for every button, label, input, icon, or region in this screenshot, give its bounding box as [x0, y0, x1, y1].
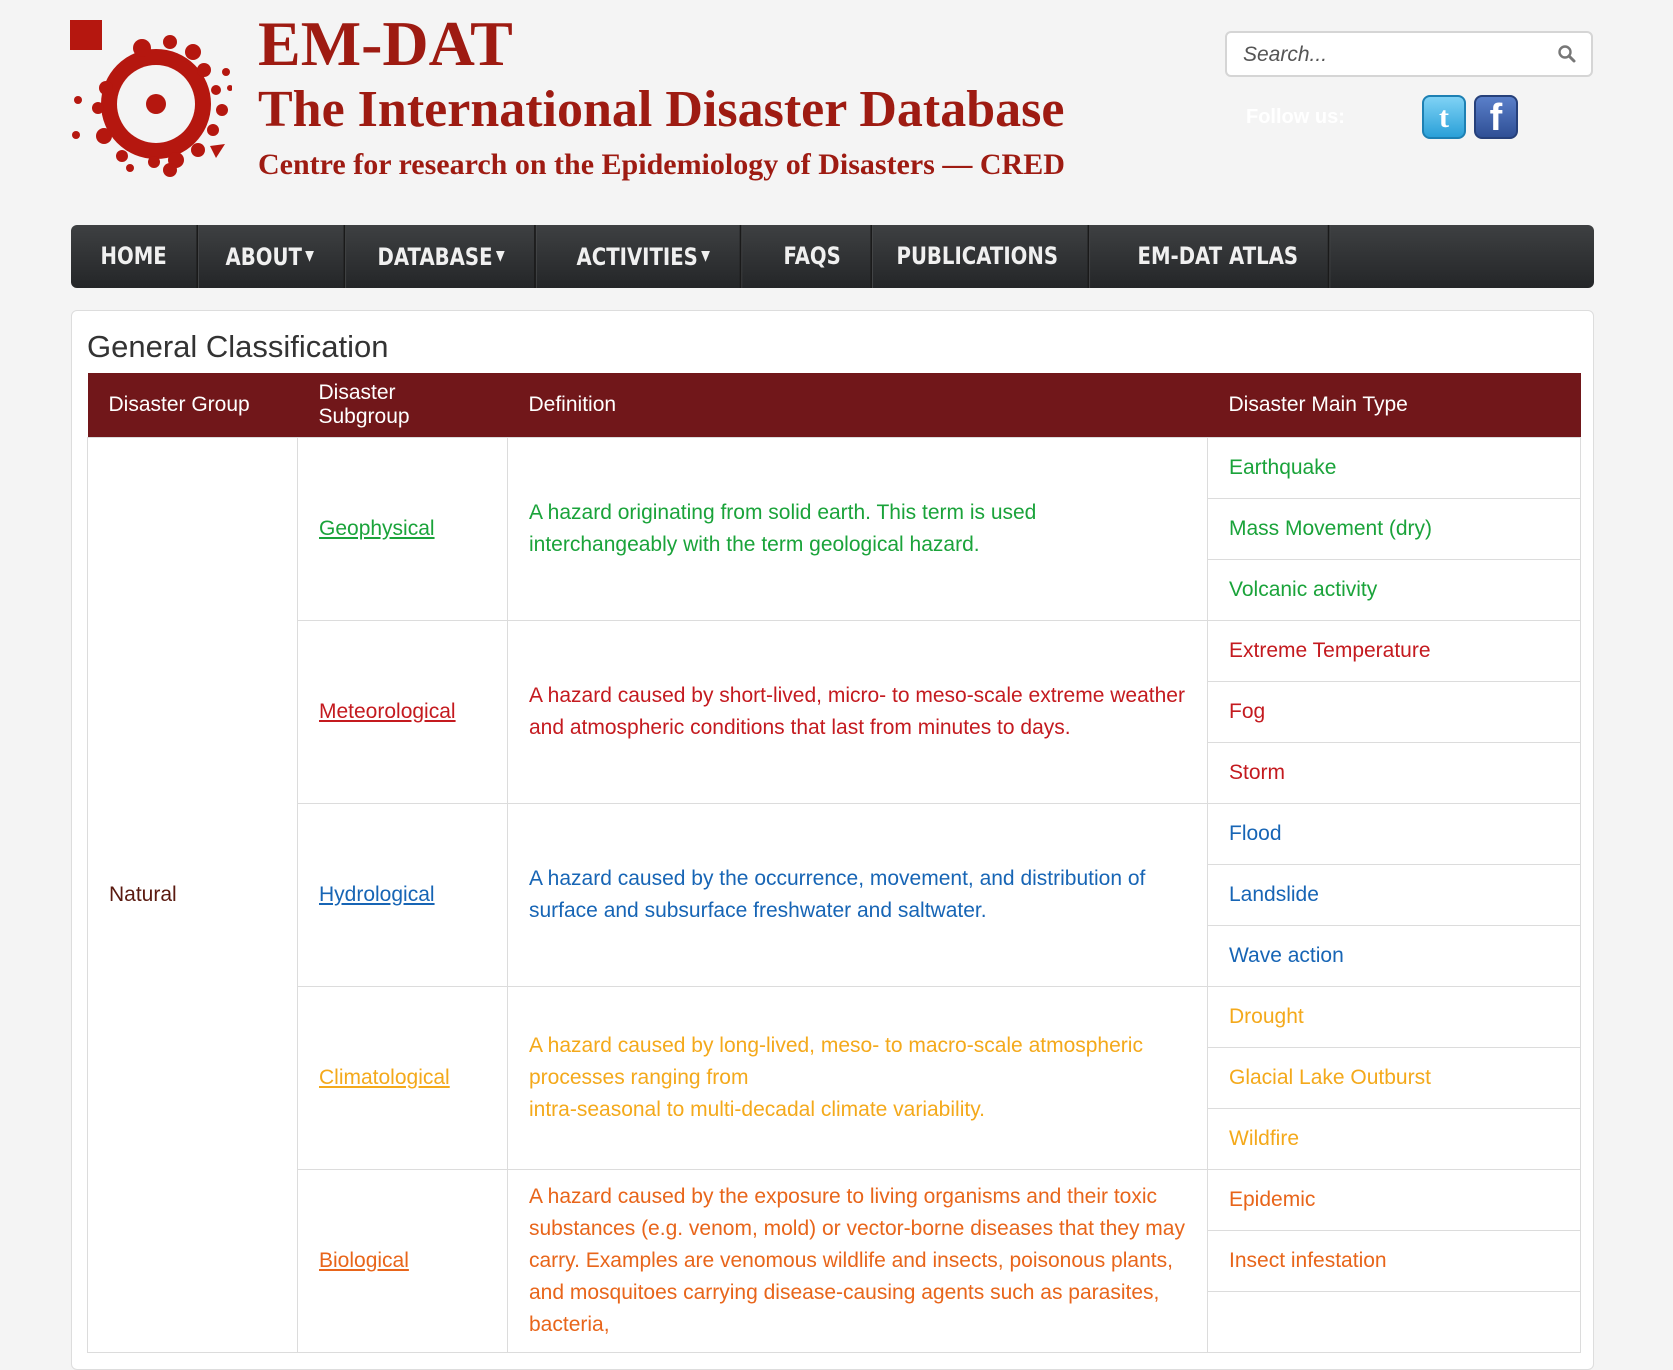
main-type-cell[interactable]: Volcanic activity	[1208, 559, 1581, 620]
table-row	[88, 620, 1581, 681]
column-header: Disaster Main Type	[1208, 373, 1581, 437]
nav-item-about[interactable]	[196, 225, 345, 288]
main-type-cell[interactable]: Extreme Temperature	[1208, 620, 1581, 681]
search-box	[1225, 31, 1593, 77]
nav-item-database[interactable]	[348, 225, 536, 288]
subgroup-cell	[298, 1169, 508, 1352]
search-input[interactable]	[1241, 41, 1545, 69]
nav-item-faqs[interactable]	[754, 225, 872, 288]
column-header: Disaster Subgroup	[298, 373, 508, 437]
caret-down-icon: ▼	[304, 248, 314, 264]
twitter-icon[interactable]: t	[1422, 95, 1466, 139]
site-brand[interactable]	[258, 8, 1073, 184]
classification-table	[87, 373, 1581, 1353]
follow-us-label: Follow us:	[1246, 106, 1345, 128]
site-title: EM-DAT	[258, 8, 513, 79]
nav-item-label: DATABASE	[377, 243, 493, 271]
caret-down-icon: ▼	[700, 248, 710, 264]
subgroup-cell	[298, 620, 508, 803]
content-panel	[71, 310, 1594, 1370]
definition-cell: A hazard caused by the exposure to living organisms and their toxic substances (e.g. venom, mold) or vector-borne diseases that they may carry. Examples are venomous wildlife and insects, poisonous plants, and mosquitoes carrying disease-causing agents such as parasites, bacteria,	[508, 1169, 1208, 1352]
search-icon[interactable]	[1557, 44, 1577, 64]
main-type-cell[interactable]	[1208, 1291, 1581, 1352]
column-header: Disaster Group	[88, 373, 298, 437]
page-title: General Classification	[87, 329, 389, 364]
main-type-cell[interactable]: Earthquake	[1208, 437, 1581, 498]
nav-item-em-dat-atlas[interactable]	[1108, 225, 1329, 288]
main-type-cell[interactable]: Mass Movement (dry)	[1208, 498, 1581, 559]
site-tagline: Centre for research on the Epidemiology of Disasters — CRED	[258, 148, 1065, 181]
subgroup-link-geophysical[interactable]: Geophysical	[319, 516, 435, 540]
main-type-cell[interactable]: Drought	[1208, 986, 1581, 1047]
subgroup-cell	[298, 437, 508, 620]
subgroup-link-biological[interactable]: Biological	[319, 1248, 409, 1272]
main-type-cell[interactable]: Wildfire	[1208, 1108, 1581, 1169]
table-row	[88, 437, 1581, 498]
subgroup-link-meteorological[interactable]: Meteorological	[319, 699, 456, 723]
main-nav	[71, 225, 1594, 288]
nav-item-label: HOME	[100, 242, 167, 270]
nav-item-publications[interactable]	[867, 225, 1089, 288]
nav-item-label: PUBLICATIONS	[896, 242, 1059, 270]
table-row	[88, 986, 1581, 1047]
definition-cell: A hazard caused by the occurrence, movement, and distribution of surface and subsurface freshwater and saltwater.	[508, 803, 1208, 986]
main-type-cell[interactable]: Insect infestation	[1208, 1230, 1581, 1291]
main-type-cell[interactable]: Storm	[1208, 742, 1581, 803]
table-row	[88, 1169, 1581, 1230]
main-type-cell[interactable]: Landslide	[1208, 864, 1581, 925]
column-header: Definition	[508, 373, 1208, 437]
main-type-cell[interactable]: Flood	[1208, 803, 1581, 864]
subgroup-cell	[298, 803, 508, 986]
em-dat-logo[interactable]	[70, 18, 232, 178]
table-header-row	[88, 373, 1581, 437]
subgroup-link-climatological[interactable]: Climatological	[319, 1065, 450, 1089]
definition-cell: A hazard originating from solid earth. This term is used interchangeably with the term geological hazard.	[508, 437, 1208, 620]
nav-item-label: ABOUT	[225, 243, 302, 271]
nav-item-label: EM-DAT ATLAS	[1137, 242, 1299, 270]
site-subtitle: The International Disaster Database	[258, 81, 1065, 138]
main-type-cell[interactable]: Epidemic	[1208, 1169, 1581, 1230]
caret-down-icon: ▼	[495, 248, 505, 264]
disaster-group-cell: Natural	[88, 437, 298, 1352]
subgroup-link-hydrological[interactable]: Hydrological	[319, 882, 435, 906]
nav-item-label: ACTIVITIES	[576, 243, 698, 271]
definition-cell: A hazard caused by long-lived, meso- to macro-scale atmospheric processes ranging from intra-seasonal to multi-decadal climate variability.	[508, 986, 1208, 1169]
main-type-cell[interactable]: Fog	[1208, 681, 1581, 742]
facebook-icon[interactable]: f	[1474, 95, 1518, 139]
subgroup-cell	[298, 986, 508, 1169]
table-row	[88, 803, 1581, 864]
nav-item-activities[interactable]	[547, 225, 741, 288]
main-type-cell[interactable]: Wave action	[1208, 925, 1581, 986]
nav-item-label: FAQS	[783, 242, 841, 270]
definition-cell: A hazard caused by short-lived, micro- to meso-scale extreme weather and atmospheric conditions that last from minutes to days.	[508, 620, 1208, 803]
nav-item-home[interactable]	[71, 225, 198, 288]
main-type-cell[interactable]: Glacial Lake Outburst	[1208, 1047, 1581, 1108]
